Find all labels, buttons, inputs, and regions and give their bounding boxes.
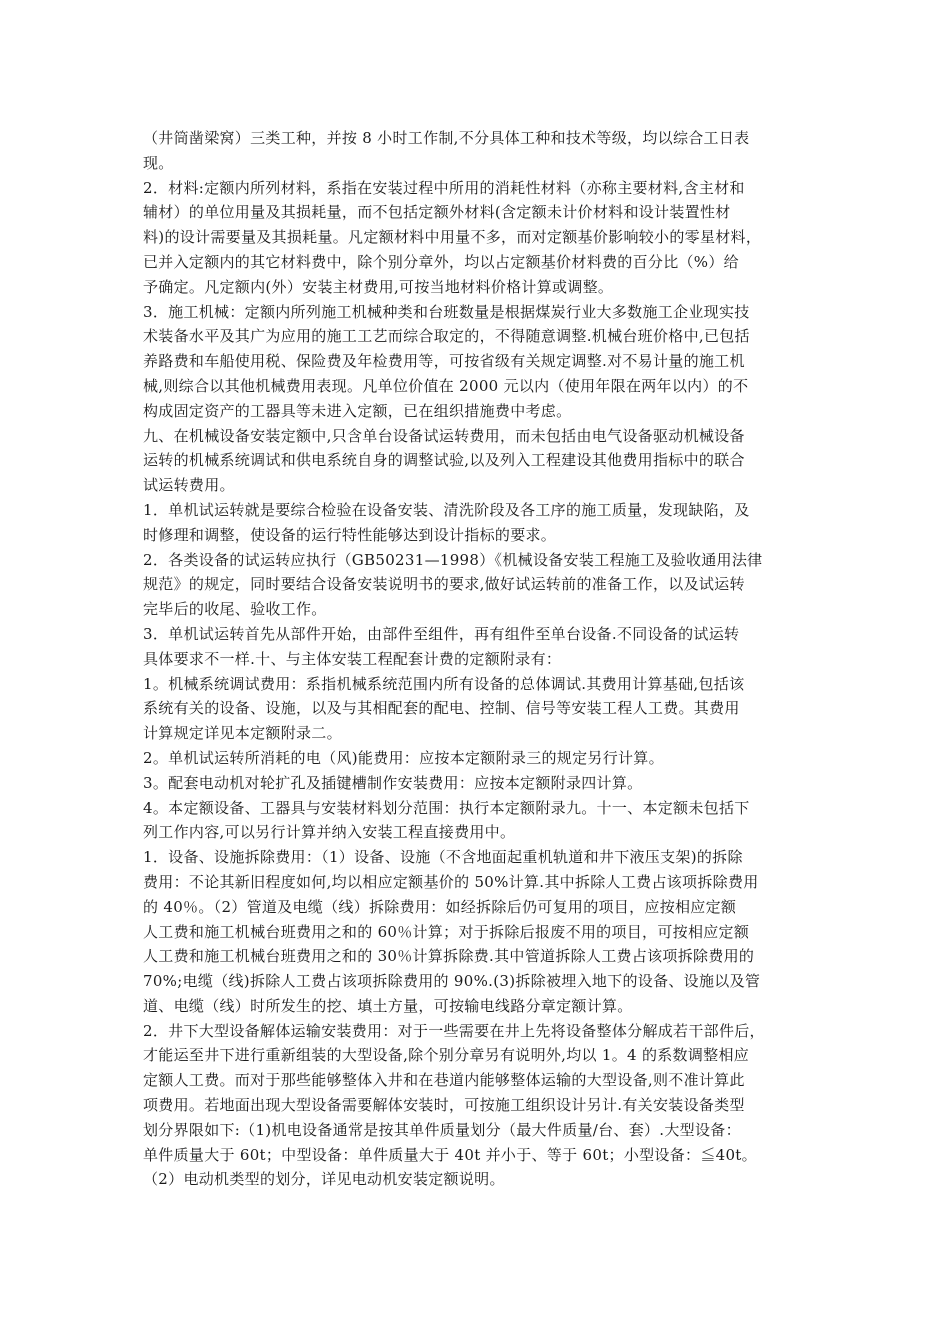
text-line: 试运转费用。 bbox=[143, 476, 235, 495]
text-line: 2。单机试运转所消耗的电（风)能费用：应按本定额附录三的规定另行计算。 bbox=[143, 748, 664, 767]
text-line: 已并入定额内的其它材料费中，除个别分章外，均以占定额基价材料费的百分比（%）给 bbox=[143, 252, 739, 271]
text-line: 系统有关的设备、设施，以及与其相配套的配电、控制、信号等安装工程人工费。其费用 bbox=[143, 699, 740, 718]
text-line: 单件质量大于 60t；中型设备：单件质量大于 40t 并小于、等于 60t；小型设备：≦40t。 bbox=[143, 1145, 757, 1164]
text-line: 运转的机械系统调试和供电系统自身的调整试验,以及列入工程建设其他费用指标中的联合 bbox=[143, 451, 745, 470]
text-line: 人工费和施工机械台班费用之和的 30％计算拆除费.其中管道拆除人工费占该项拆除费用的 bbox=[143, 947, 755, 966]
text-line: 1．单机试运转就是要综合检验在设备安装、清洗阶段及各工序的施工质量，发现缺陷，及 bbox=[143, 500, 750, 519]
text-line: 构成固定资产的工器具等未进入定额，已在组织措施费中考虑。 bbox=[143, 401, 572, 420]
text-line: （井筒凿梁窝）三类工种，并按 8 小时工作制,不分具体工种和技术等级，均以综合工日表 bbox=[143, 129, 750, 147]
text-line: 2．各类设备的试运转应执行（GB50231—1998）《机械设备安装工程施工及验收通用法律 bbox=[143, 550, 763, 569]
text-line: 规范》的规定，同时要结合设备安装说明书的要求,做好试运转前的准备工作，以及试运转 bbox=[143, 575, 745, 594]
text-line: 3。配套电动机对轮扩孔及插键槽制作安装费用：应按本定额附录四计算。 bbox=[143, 773, 643, 792]
text-line: 2．材料:定额内所列材料，系指在安装过程中所用的消耗性材料（亦称主要材料,含主材和 bbox=[143, 178, 745, 197]
text-line: 70%;电缆（线)拆除人工费占该项拆除费用的 90%.(3)拆除被埋入地下的设备、设施以及管 bbox=[143, 972, 761, 991]
text-line: 3．单机试运转首先从部件开始，由部件至组件，再有组件至单台设备.不同设备的试运转 bbox=[143, 624, 740, 643]
text-line: 术装备水平及其广为应用的施工工艺而综合取定的，不得随意调整.机械台班价格中,已包括 bbox=[143, 327, 750, 346]
text-line: 1。机械系统调试费用：系指机械系统范围内所有设备的总体调试.其费用计算基础,包括该 bbox=[143, 674, 745, 693]
text-line: 械,则综合以其他机械费用表现。凡单位价值在 2000 元以内（使用年限在两年以内）的不 bbox=[143, 376, 749, 395]
text-line: 人工费和施工机械台班费用之和的 60％计算；对于拆除后报废不用的项目，可按相应定额 bbox=[143, 922, 750, 941]
text-line: 的 40％。（2）管道及电缆（线）拆除费用：如经拆除后仍可复用的项目，应按相应定额 bbox=[143, 897, 737, 916]
text-line: 养路费和车船使用税、保险费及年检费用等，可按省级有关规定调整.对不易计量的施工机 bbox=[143, 352, 745, 371]
text-line: 计算规定详见本定额附录二。 bbox=[143, 724, 342, 743]
text-line: 时修理和调整，使设备的运行特性能够达到设计指标的要求。 bbox=[143, 525, 557, 544]
text-line: 1．设备、设施拆除费用：（1）设备、设施（不含地面起重机轨道和井下液压支架)的拆除 bbox=[143, 848, 743, 867]
text-line: 列工作内容,可以另行计算并纳入安装工程直接费用中。 bbox=[143, 823, 516, 842]
text-line: 才能运至井下进行重新组装的大型设备,除个别分章另有说明外,均以 1。4 的系数调整相应 bbox=[143, 1046, 750, 1065]
text-line: （2）电动机类型的划分，详见电动机安装定额说明。 bbox=[143, 1170, 505, 1189]
text-line: 九、在机械设备安装定额中,只含单台设备试运转费用，而未包括由电气设备驱动机械设备 bbox=[143, 426, 745, 445]
text-line: 划分界限如下:（1)机电设备通常是按其单件质量划分（最大件质量/台、套）.大型设备： bbox=[143, 1120, 741, 1139]
text-line: 予确定。凡定额内(外）安装主材费用,可按当地材料价格计算或调整。 bbox=[143, 277, 614, 296]
text-line: 料)的设计需要量及其损耗量。凡定额材料中用量不多，而对定额基价影响较小的零星材料， bbox=[143, 228, 762, 247]
text-line: 费用：不论其新旧程度如何,均以相应定额基价的 50%计算.其中拆除人工费占该项拆除费用 bbox=[143, 872, 759, 891]
text-line: 完毕后的收尾、验收工作。 bbox=[143, 600, 327, 619]
text-line: 项费用。若地面出现大型设备需要解体安装时，可按施工组织设计另计.有关安装设备类型 bbox=[143, 1096, 745, 1115]
text-line: 定额人工费。而对于那些能够整体入井和在巷道内能够整体运输的大型设备,则不准计算此 bbox=[143, 1071, 745, 1090]
text-line: 4。本定额设备、工器具与安装材料划分范围：执行本定额附录九。十一、本定额未包括下 bbox=[143, 798, 750, 817]
text-line: 现。 bbox=[143, 153, 174, 172]
text-line: 道、电缆（线）时所发生的挖、填土方量，可按输电线路分章定额计算。 bbox=[143, 996, 633, 1015]
text-line: 3．施工机械：定额内所列施工机械种类和台班数量是根据煤炭行业大多数施工企业现实技 bbox=[143, 302, 750, 321]
text-line: 具体要求不一样.十、与主体安装工程配套计费的定额附录有： bbox=[143, 649, 562, 668]
text-line: 辅材）的单位用量及其损耗量，而不包括定额外材料(含定额未计价材料和设计装置性材 bbox=[143, 203, 731, 222]
document-body bbox=[143, 126, 819, 1192]
text-line: 2．井下大型设备解体运输安装费用：对于一些需要在井上先将设备整体分解成若干部件后， bbox=[143, 1021, 765, 1040]
